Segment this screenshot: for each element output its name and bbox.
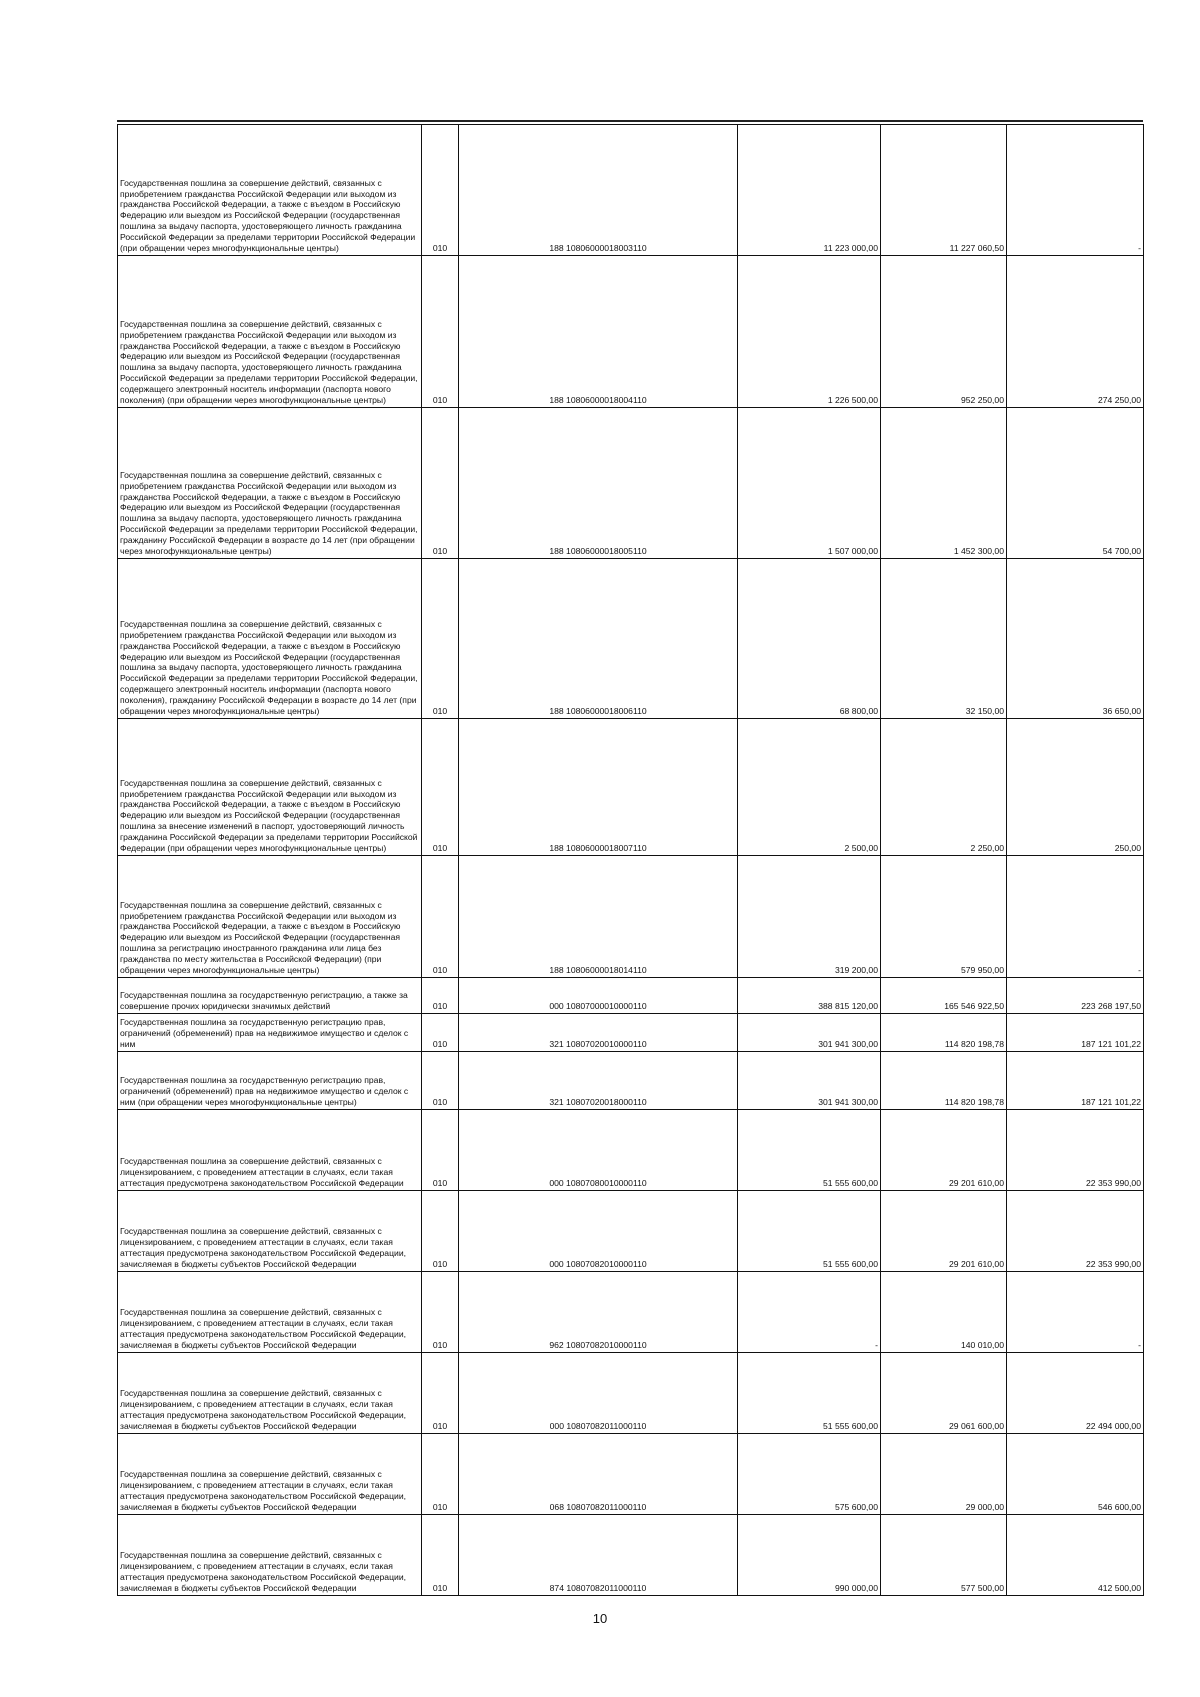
row-name: Государственная пошлина за совершение действий, связанных с приобретением гражданства Российской Федерации или выходом из гражданства Российской Федерации, а также с въездом в Российскую Федерацию или выездом из Российской Федерации (государственная пошлина за выдачу паспорта, удостоверяющего личность гражданина Российской Федерации за пределами территории Российской Федерации, гражданину Российской Федерации в возрасте до 14 лет (при обращении через многофункциональные центры) [118, 408, 422, 559]
page-number: 10 [592, 1611, 608, 1626]
row-kbk: 321 10807020018000110 [459, 1052, 738, 1110]
row-fact: 114 820 198,78 [881, 1052, 1007, 1110]
table-row [118, 1014, 1144, 1052]
row-code: 010 [422, 978, 459, 1014]
row-code: 010 [422, 1515, 459, 1596]
row-kbk: 962 10807082010000110 [459, 1272, 738, 1353]
table-row [118, 559, 1144, 719]
row-plan: 319 200,00 [738, 856, 881, 978]
row-fact: 952 250,00 [881, 256, 1007, 408]
row-rest: 36 650,00 [1007, 559, 1144, 719]
row-name: Государственная пошлина за совершение действий, связанных с лицензированием, с проведением аттестации в случаях, если такая аттестация предусмотрена законодательством Российской Федерации, зачисляемая в бюджеты субъектов Российской Федерации [118, 1353, 422, 1434]
row-plan: 11 223 000,00 [738, 125, 881, 256]
row-rest: 22 353 990,00 [1007, 1110, 1144, 1191]
row-plan: 51 555 600,00 [738, 1191, 881, 1272]
row-code: 010 [422, 1272, 459, 1353]
row-kbk: 188 10806000018007110 [459, 719, 738, 856]
row-rest: 546 600,00 [1007, 1434, 1144, 1515]
row-rest: 223 268 197,50 [1007, 978, 1144, 1014]
row-name: Государственная пошлина за государственную регистрацию прав, ограничений (обременений) прав на недвижимое имущество и сделок с ним [118, 1014, 422, 1052]
table-row [118, 1272, 1144, 1353]
table-row [118, 856, 1144, 978]
row-plan: 68 800,00 [738, 559, 881, 719]
row-name: Государственная пошлина за совершение действий, связанных с лицензированием, с проведением аттестации в случаях, если такая аттестация предусмотрена законодательством Российской Федерации, зачисляемая в бюджеты субъектов Российской Федерации [118, 1434, 422, 1515]
row-rest: 187 121 101,22 [1007, 1014, 1144, 1052]
row-fact: 29 061 600,00 [881, 1353, 1007, 1434]
row-name: Государственная пошлина за совершение действий, связанных с лицензированием, с проведением аттестации в случаях, если такая аттестация предусмотрена законодательством Российской Федерации [118, 1110, 422, 1191]
table-row [118, 719, 1144, 856]
revenue-table-body [118, 125, 1144, 1596]
table-row [118, 125, 1144, 256]
row-plan: - [738, 1272, 881, 1353]
row-rest: 412 500,00 [1007, 1515, 1144, 1596]
row-fact: 114 820 198,78 [881, 1014, 1007, 1052]
row-code: 010 [422, 1052, 459, 1110]
row-code: 010 [422, 1014, 459, 1052]
table-row [118, 256, 1144, 408]
table-row [118, 1110, 1144, 1191]
row-plan: 2 500,00 [738, 719, 881, 856]
table-row [118, 978, 1144, 1014]
table-row [118, 1434, 1144, 1515]
row-code: 010 [422, 1110, 459, 1191]
row-kbk: 188 10806000018003110 [459, 125, 738, 256]
row-fact: 29 201 610,00 [881, 1110, 1007, 1191]
row-fact: 577 500,00 [881, 1515, 1007, 1596]
row-name: Государственная пошлина за совершение действий, связанных с приобретением гражданства Российской Федерации или выходом из гражданства Российской Федерации, а также с въездом в Российскую Федерацию или выездом из Российской Федерации (государственная пошлина за внесение изменений в паспорт, удостоверяющий личность гражданина Российской Федерации за пределами территории Российской Федерации (при обращении через многофункциональные центры) [118, 719, 422, 856]
table-top-rule [117, 120, 1143, 122]
row-name: Государственная пошлина за государственную регистрацию, а также за совершение прочих юридически значимых действий [118, 978, 422, 1014]
row-fact: 11 227 060,50 [881, 125, 1007, 256]
row-plan: 1 226 500,00 [738, 256, 881, 408]
row-kbk: 000 10807080010000110 [459, 1110, 738, 1191]
row-kbk: 000 10807082011000110 [459, 1353, 738, 1434]
row-rest: 187 121 101,22 [1007, 1052, 1144, 1110]
row-plan: 51 555 600,00 [738, 1110, 881, 1191]
row-rest: - [1007, 1272, 1144, 1353]
row-name: Государственная пошлина за совершение действий, связанных с лицензированием, с проведением аттестации в случаях, если такая аттестация предусмотрена законодательством Российской Федерации, зачисляемая в бюджеты субъектов Российской Федерации [118, 1191, 422, 1272]
row-code: 010 [422, 856, 459, 978]
row-kbk: 321 10807020010000110 [459, 1014, 738, 1052]
row-fact: 1 452 300,00 [881, 408, 1007, 559]
row-fact: 32 150,00 [881, 559, 1007, 719]
row-name: Государственная пошлина за совершение действий, связанных с лицензированием, с проведением аттестации в случаях, если такая аттестация предусмотрена законодательством Российской Федерации, зачисляемая в бюджеты субъектов Российской Федерации [118, 1515, 422, 1596]
row-rest: 274 250,00 [1007, 256, 1144, 408]
row-plan: 575 600,00 [738, 1434, 881, 1515]
row-kbk: 874 10807082011000110 [459, 1515, 738, 1596]
row-fact: 29 201 610,00 [881, 1191, 1007, 1272]
row-code: 010 [422, 125, 459, 256]
row-fact: 165 546 922,50 [881, 978, 1007, 1014]
table-row [118, 408, 1144, 559]
table-row [118, 1515, 1144, 1596]
row-rest: 22 494 000,00 [1007, 1353, 1144, 1434]
row-kbk: 188 10806000018004110 [459, 256, 738, 408]
row-name: Государственная пошлина за совершение действий, связанных с приобретением гражданства Российской Федерации или выходом из гражданства Российской Федерации, а также с въездом в Российскую Федерацию или выездом из Российской Федерации (государственная пошлина за выдачу паспорта, удостоверяющего личность гражданина Российской Федерации за пределами территории Российской Федерации (при обращении через многофункциональные центры) [118, 125, 422, 256]
table-row [118, 1353, 1144, 1434]
revenue-table [117, 124, 1144, 1596]
row-code: 010 [422, 1191, 459, 1272]
row-rest: - [1007, 856, 1144, 978]
row-fact: 140 010,00 [881, 1272, 1007, 1353]
row-kbk: 188 10806000018005110 [459, 408, 738, 559]
row-plan: 990 000,00 [738, 1515, 881, 1596]
row-name: Государственная пошлина за совершение действий, связанных с приобретением гражданства Российской Федерации или выходом из гражданства Российской Федерации, а также с въездом в Российскую Федерацию или выездом из Российской Федерации (государственная пошлина за регистрацию иностранного гражданина или лица без гражданства по месту жительства в Российской Федерации) (при обращении через многофункциональные центры) [118, 856, 422, 978]
row-rest: - [1007, 125, 1144, 256]
row-fact: 579 950,00 [881, 856, 1007, 978]
row-fact: 2 250,00 [881, 719, 1007, 856]
row-rest: 22 353 990,00 [1007, 1191, 1144, 1272]
row-kbk: 000 10807000010000110 [459, 978, 738, 1014]
row-code: 010 [422, 1434, 459, 1515]
row-plan: 1 507 000,00 [738, 408, 881, 559]
row-name: Государственная пошлина за совершение действий, связанных с приобретением гражданства Российской Федерации или выходом из гражданства Российской Федерации, а также с въездом в Российскую Федерацию или выездом из Российской Федерации (государственная пошлина за выдачу паспорта, удостоверяющего личность гражданина Российской Федерации за пределами территории Российской Федерации, содержащего электронный носитель информации (паспорта нового поколения) (при обращении через многофункциональные центры) [118, 256, 422, 408]
row-kbk: 188 10806000018014110 [459, 856, 738, 978]
row-name: Государственная пошлина за государственную регистрацию прав, ограничений (обременений) прав на недвижимое имущество и сделок с ним (при обращении через многофункциональные центры) [118, 1052, 422, 1110]
table-row [118, 1052, 1144, 1110]
row-fact: 29 000,00 [881, 1434, 1007, 1515]
row-kbk: 000 10807082010000110 [459, 1191, 738, 1272]
row-code: 010 [422, 256, 459, 408]
row-name: Государственная пошлина за совершение действий, связанных с приобретением гражданства Российской Федерации или выходом из гражданства Российской Федерации, а также с въездом в Российскую Федерацию или выездом из Российской Федерации (государственная пошлина за выдачу паспорта, удостоверяющего личность гражданина Российской Федерации за пределами территории Российской Федерации, содержащего электронный носитель информации (паспорта нового поколения), гражданину Российской Федерации в возрасте до 14 лет (при обращении через многофункциональные центры) [118, 559, 422, 719]
row-kbk: 188 10806000018006110 [459, 559, 738, 719]
row-code: 010 [422, 559, 459, 719]
row-plan: 51 555 600,00 [738, 1353, 881, 1434]
row-name: Государственная пошлина за совершение действий, связанных с лицензированием, с проведением аттестации в случаях, если такая аттестация предусмотрена законодательством Российской Федерации, зачисляемая в бюджеты субъектов Российской Федерации [118, 1272, 422, 1353]
row-plan: 388 815 120,00 [738, 978, 881, 1014]
table-row [118, 1191, 1144, 1272]
row-kbk: 068 10807082011000110 [459, 1434, 738, 1515]
row-code: 010 [422, 408, 459, 559]
row-rest: 250,00 [1007, 719, 1144, 856]
row-code: 010 [422, 719, 459, 856]
row-plan: 301 941 300,00 [738, 1052, 881, 1110]
row-code: 010 [422, 1353, 459, 1434]
row-plan: 301 941 300,00 [738, 1014, 881, 1052]
row-rest: 54 700,00 [1007, 408, 1144, 559]
